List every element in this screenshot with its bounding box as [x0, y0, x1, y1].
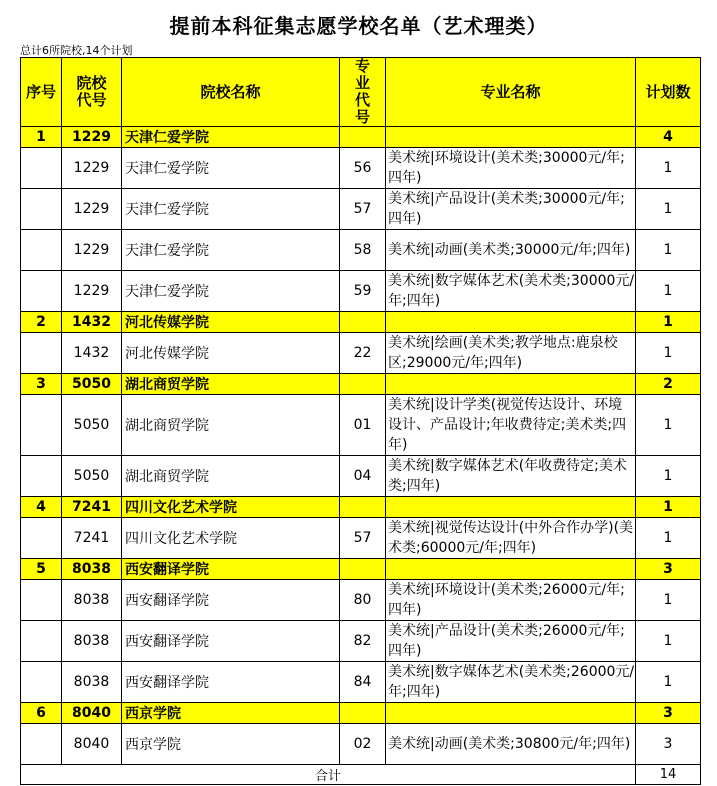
major-plan: 1 — [636, 271, 701, 312]
empty-cell — [21, 580, 62, 621]
major-school-name: 四川文化艺术学院 — [122, 518, 340, 559]
school-row — [21, 703, 701, 724]
school-plan: 3 — [636, 559, 701, 580]
major-row — [21, 189, 701, 230]
major-school-code: 1229 — [62, 271, 122, 312]
header-school-code: 院校代号 — [62, 58, 122, 127]
empty-cell — [21, 189, 62, 230]
empty-cell — [386, 127, 636, 148]
major-school-code: 1432 — [62, 333, 122, 374]
major-school-name: 天津仁爱学院 — [122, 230, 340, 271]
school-name: 西安翻译学院 — [122, 559, 340, 580]
major-school-code: 5050 — [62, 456, 122, 497]
major-code: 80 — [340, 580, 386, 621]
major-code: 57 — [340, 518, 386, 559]
school-row — [21, 559, 701, 580]
school-plan: 3 — [636, 703, 701, 724]
major-school-code: 1229 — [62, 189, 122, 230]
school-code: 7241 — [62, 497, 122, 518]
major-plan: 1 — [636, 518, 701, 559]
header-major-name: 专业名称 — [386, 58, 636, 127]
major-plan: 1 — [636, 662, 701, 703]
empty-cell — [340, 497, 386, 518]
empty-cell — [21, 456, 62, 497]
major-school-code: 5050 — [62, 395, 122, 456]
major-name: 美术统|设计学类(视觉传达设计、环境设计、产品设计;年收费待定;美术类;四年) — [386, 395, 636, 456]
major-plan: 1 — [636, 456, 701, 497]
major-school-name: 天津仁爱学院 — [122, 271, 340, 312]
table-header-row — [21, 58, 701, 127]
school-seq: 5 — [21, 559, 62, 580]
empty-cell — [21, 395, 62, 456]
school-code: 5050 — [62, 374, 122, 395]
total-plan: 14 — [636, 765, 701, 785]
major-name: 美术统|产品设计(美术类;30000元/年;四年) — [386, 189, 636, 230]
empty-cell — [21, 230, 62, 271]
empty-cell — [21, 333, 62, 374]
empty-cell — [340, 374, 386, 395]
major-code: 22 — [340, 333, 386, 374]
major-row — [21, 395, 701, 456]
major-school-name: 湖北商贸学院 — [122, 456, 340, 497]
empty-cell — [386, 559, 636, 580]
header-major-code: 专业代号 — [340, 58, 386, 127]
school-seq: 6 — [21, 703, 62, 724]
school-seq: 3 — [21, 374, 62, 395]
school-seq: 1 — [21, 127, 62, 148]
page-title: 提前本科征集志愿学校名单（艺术理类） — [169, 14, 548, 38]
major-code: 84 — [340, 662, 386, 703]
school-seq: 2 — [21, 312, 62, 333]
school-name: 西京学院 — [122, 703, 340, 724]
empty-cell — [21, 271, 62, 312]
total-row — [21, 765, 701, 785]
major-code: 04 — [340, 456, 386, 497]
major-school-name: 西安翻译学院 — [122, 662, 340, 703]
school-plan: 4 — [636, 127, 701, 148]
major-name: 美术统|环境设计(美术类;30000元/年;四年) — [386, 148, 636, 189]
empty-cell — [21, 518, 62, 559]
school-name: 天津仁爱学院 — [122, 127, 340, 148]
summary-text: 总计6所院校,14个计划 — [20, 44, 133, 57]
major-row — [21, 621, 701, 662]
major-row — [21, 271, 701, 312]
major-name: 美术统|视觉传达设计(中外合作办学)(美术类;60000元/年;四年) — [386, 518, 636, 559]
major-row — [21, 580, 701, 621]
major-name: 美术统|数字媒体艺术(美术类;30000元/年;四年) — [386, 271, 636, 312]
school-row — [21, 497, 701, 518]
major-code: 01 — [340, 395, 386, 456]
school-plan: 1 — [636, 497, 701, 518]
school-code: 1229 — [62, 127, 122, 148]
major-name: 美术统|数字媒体艺术(年收费待定;美术类;四年) — [386, 456, 636, 497]
major-school-name: 天津仁爱学院 — [122, 189, 340, 230]
major-row — [21, 456, 701, 497]
header-school-name: 院校名称 — [122, 58, 340, 127]
major-school-code: 1229 — [62, 230, 122, 271]
empty-cell — [386, 374, 636, 395]
table-body — [21, 127, 701, 765]
major-plan: 1 — [636, 189, 701, 230]
empty-cell — [21, 621, 62, 662]
total-label: 合计 — [21, 765, 636, 785]
empty-cell — [21, 148, 62, 189]
major-school-name: 西安翻译学院 — [122, 580, 340, 621]
major-row — [21, 662, 701, 703]
major-name: 美术统|动画(美术类;30000元/年;四年) — [386, 230, 636, 271]
major-code: 02 — [340, 724, 386, 765]
empty-cell — [340, 703, 386, 724]
major-name: 美术统|产品设计(美术类;26000元/年;四年) — [386, 621, 636, 662]
empty-cell — [340, 127, 386, 148]
header-plan: 计划数 — [636, 58, 701, 127]
major-code: 57 — [340, 189, 386, 230]
empty-cell — [386, 703, 636, 724]
school-row — [21, 312, 701, 333]
school-row — [21, 127, 701, 148]
school-name: 湖北商贸学院 — [122, 374, 340, 395]
major-name: 美术统|数字媒体艺术(美术类;26000元/年;四年) — [386, 662, 636, 703]
major-plan: 1 — [636, 580, 701, 621]
major-school-code: 8038 — [62, 580, 122, 621]
school-code: 1432 — [62, 312, 122, 333]
major-row — [21, 518, 701, 559]
major-row — [21, 148, 701, 189]
major-code: 82 — [340, 621, 386, 662]
school-plan: 2 — [636, 374, 701, 395]
major-name: 美术统|环境设计(美术类;26000元/年;四年) — [386, 580, 636, 621]
school-name: 四川文化艺术学院 — [122, 497, 340, 518]
major-school-code: 8040 — [62, 724, 122, 765]
major-school-code: 7241 — [62, 518, 122, 559]
major-name: 美术统|绘画(美术类;教学地点:鹿泉校区;29000元/年;四年) — [386, 333, 636, 374]
major-code: 56 — [340, 148, 386, 189]
major-school-name: 湖北商贸学院 — [122, 395, 340, 456]
major-code: 59 — [340, 271, 386, 312]
major-school-name: 天津仁爱学院 — [122, 148, 340, 189]
major-row — [21, 333, 701, 374]
major-plan: 1 — [636, 621, 701, 662]
school-name: 河北传媒学院 — [122, 312, 340, 333]
major-school-name: 西京学院 — [122, 724, 340, 765]
school-code: 8038 — [62, 559, 122, 580]
major-plan: 1 — [636, 395, 701, 456]
school-seq: 4 — [21, 497, 62, 518]
empty-cell — [21, 662, 62, 703]
major-code: 58 — [340, 230, 386, 271]
major-school-code: 1229 — [62, 148, 122, 189]
major-plan: 1 — [636, 148, 701, 189]
major-plan: 3 — [636, 724, 701, 765]
major-school-name: 西安翻译学院 — [122, 621, 340, 662]
school-plan: 1 — [636, 312, 701, 333]
empty-cell — [386, 312, 636, 333]
plan-table — [20, 57, 701, 785]
major-school-name: 河北传媒学院 — [122, 333, 340, 374]
major-row — [21, 230, 701, 271]
empty-cell — [21, 724, 62, 765]
major-school-code: 8038 — [62, 662, 122, 703]
major-name: 美术统|动画(美术类;30800元/年;四年) — [386, 724, 636, 765]
major-school-code: 8038 — [62, 621, 122, 662]
major-plan: 1 — [636, 333, 701, 374]
school-code: 8040 — [62, 703, 122, 724]
major-plan: 1 — [636, 230, 701, 271]
header-seq: 序号 — [21, 58, 62, 127]
major-row — [21, 724, 701, 765]
empty-cell — [340, 312, 386, 333]
empty-cell — [386, 497, 636, 518]
school-row — [21, 374, 701, 395]
empty-cell — [340, 559, 386, 580]
